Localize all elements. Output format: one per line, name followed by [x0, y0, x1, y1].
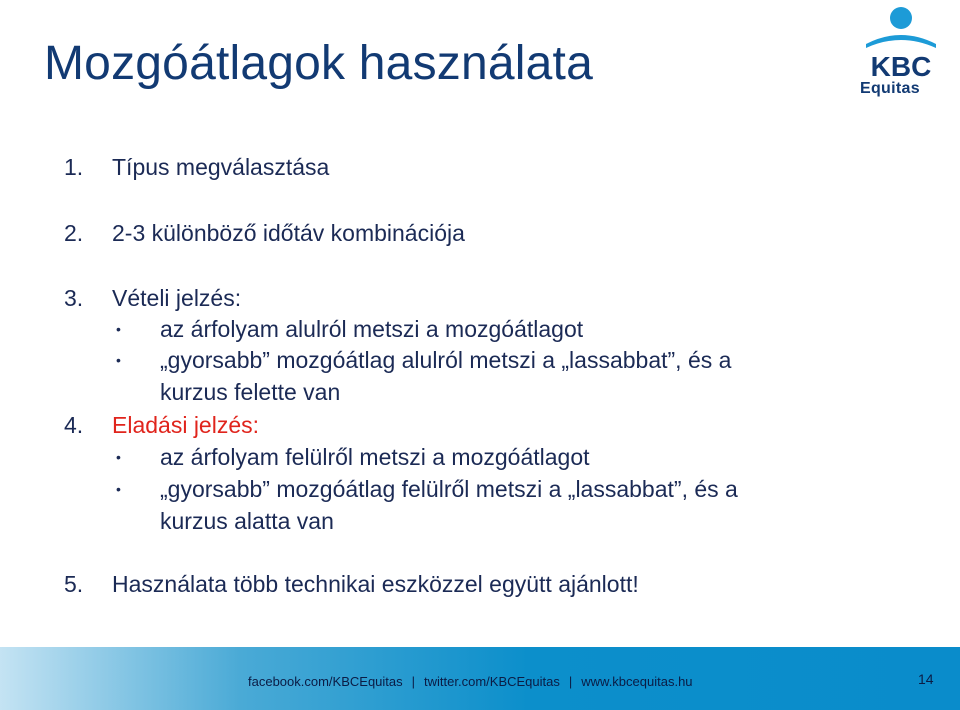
footer-separator: |	[411, 674, 416, 689]
item-number: 5.	[64, 571, 84, 597]
kbc-logo	[856, 6, 946, 98]
item-number: 1.	[64, 154, 84, 180]
bullet-icon: •	[116, 449, 121, 465]
bullet-text: kurzus felette van	[160, 379, 341, 405]
item-number: 3.	[64, 285, 84, 311]
bullet-icon: •	[116, 481, 121, 497]
twitter-link[interactable]: twitter.com/KBCEquitas	[424, 674, 560, 689]
bullet-icon: •	[116, 321, 121, 337]
website-link[interactable]: www.kbcequitas.hu	[581, 674, 693, 689]
page-number: 14	[918, 671, 934, 687]
kbc-logo-mark	[856, 6, 946, 78]
bullet-text: „gyorsabb” mozgóátlag felülről metszi a „lassabbat”, és a	[160, 476, 738, 502]
sell-signal-heading: Eladási jelzés:	[112, 412, 260, 438]
slide-title: Mozgóátlagok használata	[44, 37, 593, 90]
bullet-text: kurzus alatta van	[160, 508, 334, 534]
logo-wordmark: KBC	[870, 51, 932, 78]
bullet-text: az árfolyam felülről metszi a mozgóátlagot	[160, 444, 590, 470]
item-number: 2.	[64, 220, 84, 246]
facebook-link[interactable]: facebook.com/KBCEquitas	[248, 674, 403, 689]
logo-subtitle: Equitas	[860, 80, 920, 97]
footer-separator: |	[568, 674, 573, 689]
footer-bar	[0, 647, 960, 710]
item-text: 2-3 különböző időtáv kombinációja	[112, 220, 465, 246]
buy-signal-heading: Vételi jelzés:	[112, 285, 242, 311]
bullet-text: „gyorsabb” mozgóátlag alulról metszi a „lassabbat”, és a	[160, 347, 732, 373]
item-text: Típus megválasztása	[112, 154, 330, 180]
footer-links	[248, 674, 693, 689]
item-text: Használata több technikai eszközzel együtt ajánlott!	[112, 571, 639, 597]
bullet-text: az árfolyam alulról metszi a mozgóátlagot	[160, 316, 584, 342]
bullet-icon: •	[116, 352, 121, 368]
item-number: 4.	[64, 412, 84, 438]
